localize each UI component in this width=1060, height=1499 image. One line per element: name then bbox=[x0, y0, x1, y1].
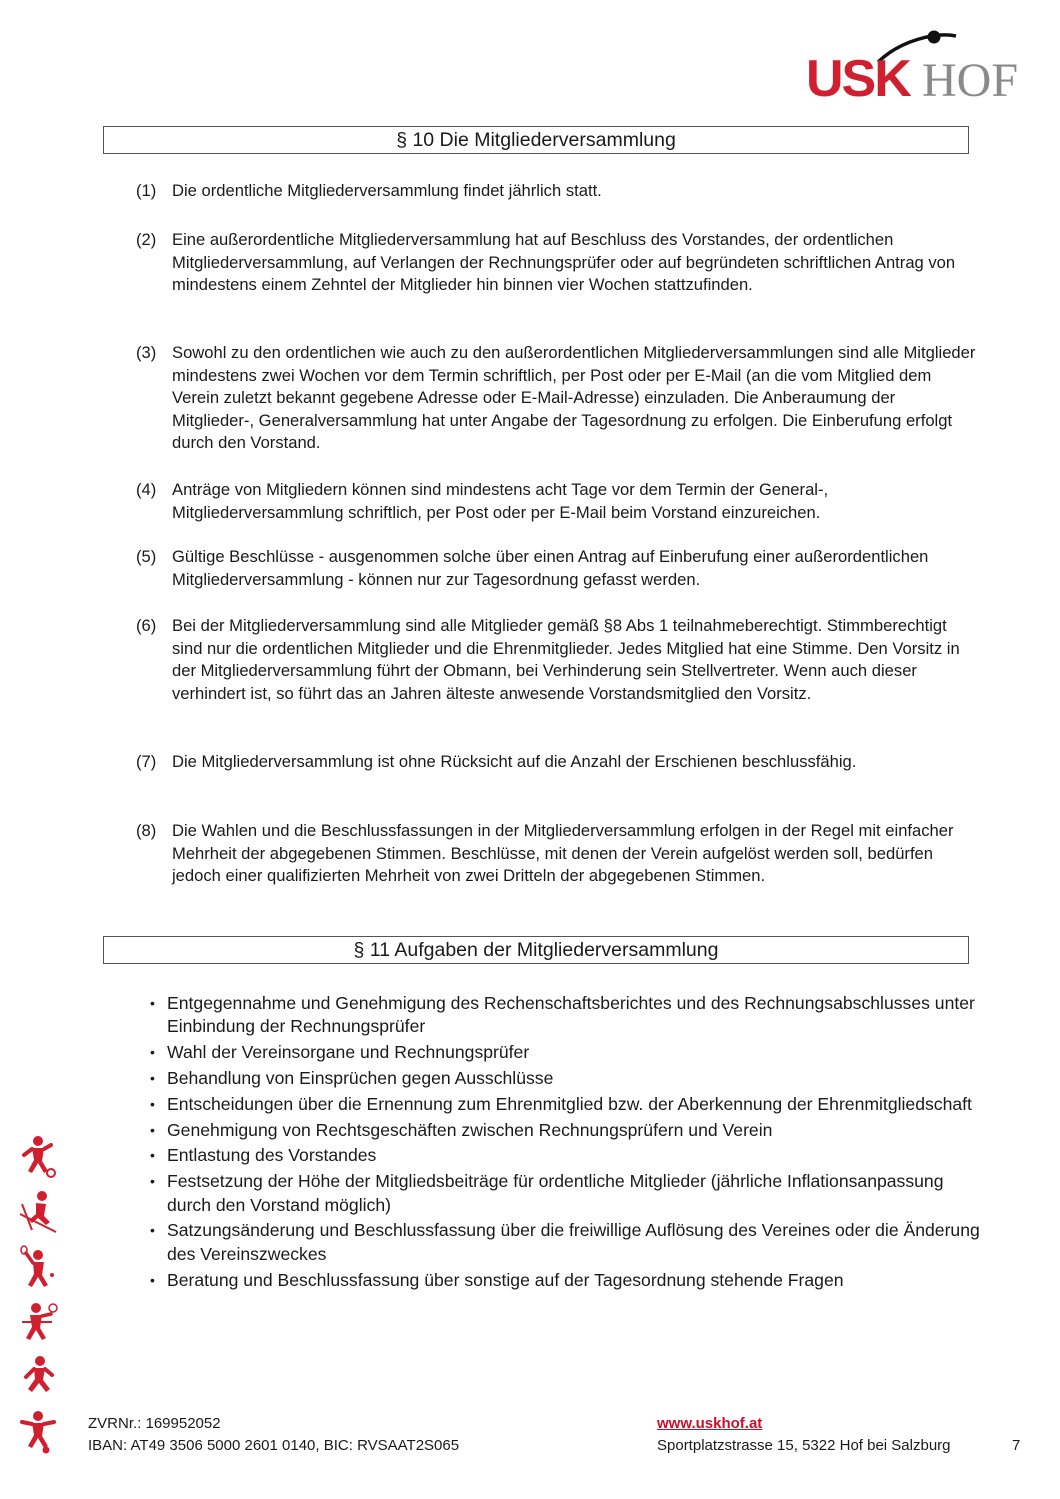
paragraph-6 bbox=[136, 615, 976, 705]
gymnast-icon bbox=[18, 1410, 58, 1454]
zvr-number: ZVRNr.: 169952052 bbox=[88, 1415, 221, 1432]
list-item: • Festsetzung der Höhe der Mitgliedsbeiträge für ordentliche Mitglieder (jährliche Inflationsanpassung durch den Vorstand möglich) bbox=[150, 1170, 980, 1217]
list-item: • Satzungsänderung und Beschlussfassung über die freiwillige Auflösung des Vereines oder die Änderung des Vereinszweckes bbox=[150, 1219, 980, 1266]
sport-icons-column bbox=[18, 1135, 68, 1465]
bank-details: IBAN: AT49 3506 5000 2601 0140, BIC: RVSAAT2S065 bbox=[88, 1437, 460, 1454]
tasks-list bbox=[150, 992, 980, 1294]
paragraph-7 bbox=[136, 751, 976, 774]
paragraph-number: (6) bbox=[136, 616, 157, 635]
paragraph-number: (4) bbox=[136, 480, 157, 499]
paragraph-number: (3) bbox=[136, 343, 157, 362]
paragraph-8 bbox=[136, 820, 976, 888]
section-11-title: § 11 Aufgaben der Mitgliederversammlung bbox=[103, 936, 969, 964]
bullet-icon: • bbox=[150, 1271, 155, 1288]
paragraph-text: Eine außerordentliche Mitgliederversammlung hat auf Beschluss des Vorstandes, der ordentlichen Mitgliederversammlung, auf Verlangen der Rechnungsprüfer oder auf begründeten schriftlichen Antrag von mindestens einem Zehntel der Mitglieder hin binnen vier Wochen stattzufinden. bbox=[172, 230, 956, 295]
list-item: • Entgegennahme und Genehmigung des Rechenschaftsberichtes und des Rechnungsabschlusses unter Einbindung der Rechnungsprüfer bbox=[150, 992, 980, 1039]
bullet-icon: • bbox=[150, 1070, 155, 1086]
paragraph-3 bbox=[136, 342, 976, 455]
section-10-title: § 10 Die Mitgliederversammlung bbox=[103, 126, 969, 154]
paragraph-number: (8) bbox=[136, 821, 157, 840]
bullet-icon: • bbox=[150, 1095, 155, 1112]
paragraph-number: (2) bbox=[136, 230, 157, 249]
paragraph-text: Anträge von Mitgliedern können sind mindestens acht Tage vor dem Termin der General-, Mitgliederversammlung schriftlich, per Post oder per E-Mail beim Vorstand einzureichen. bbox=[172, 480, 829, 522]
tennis-player-icon bbox=[18, 1300, 58, 1344]
badminton-player-icon bbox=[18, 1245, 58, 1289]
footer-left bbox=[88, 1413, 459, 1457]
paragraph-text: Bei der Mitgliederversammlung sind alle Mitglieder gemäß §8 Abs 1 teilnahmeberechtigt. Stimmberechtigt sind nur die ordentlichen Mitglieder und die Ehrenmitglieder. Jedes Mitglied hat eine Stimme. Den Vorsitz in der Mitgliederversammlung führt der Obmann, bei Verhinderung sein Stellvertreter. Wenn auch dieser verhindert ist, so führt das an Jahren älteste anwesende Vorstandsmitglied den Vorsitz. bbox=[172, 616, 960, 703]
paragraph-text: Sowohl zu den ordentlichen wie auch zu den außerordentlichen Mitgliederversammlungen sind alle Mitglieder mindestens zwei Wochen vor dem Termin schriftlich, per Post oder per E-Mail (an die vom Mitglied dem Verein zuletzt bekannt gegebene Adresse oder E-Mail-Adresse) einzuladen. Die Anberaumung der Mitglieder-, Generalversammlung hat unter Angabe der Tagesordnung zu erfolgen. Die Einberufung erfolgt durch den Vorstand. bbox=[172, 343, 976, 453]
paragraph-number: (5) bbox=[136, 547, 157, 566]
list-item: • Behandlung von Einsprüchen gegen Ausschlüsse bbox=[150, 1067, 980, 1090]
paragraph-text: Gültige Beschlüsse - ausgenommen solche über einen Antrag auf Einberufung einer außerordentlichen Mitgliederversammlung - können nur zur Tagesordnung gefasst werden. bbox=[172, 547, 929, 589]
bullet-icon: • bbox=[150, 1044, 155, 1061]
bullet-icon: • bbox=[150, 1121, 155, 1138]
list-item: • Entscheidungen über die Ernennung zum Ehrenmitglied bzw. der Aberkennung der Ehrenmitgliedschaft bbox=[150, 1093, 980, 1116]
paragraph-text: Die ordentliche Mitgliederversammlung findet jährlich statt. bbox=[172, 181, 602, 200]
footer-right bbox=[657, 1413, 951, 1457]
paragraph-2 bbox=[136, 229, 976, 297]
list-item: • Beratung und Beschlussfassung über sonstige auf der Tagesordnung stehende Fragen bbox=[150, 1269, 980, 1292]
paragraph-1 bbox=[136, 180, 976, 203]
address: Sportplatzstrasse 15, 5322 Hof bei Salzburg bbox=[657, 1437, 951, 1454]
paragraph-4 bbox=[136, 479, 976, 524]
bullet-icon: • bbox=[150, 1222, 155, 1239]
paragraph-5 bbox=[136, 546, 976, 591]
logo-hof-text: HOF bbox=[922, 54, 1019, 104]
paragraph-text: Die Mitgliederversammlung ist ohne Rücksicht auf die Anzahl der Erschienen beschlussfähig. bbox=[172, 752, 857, 771]
list-item: • Genehmigung von Rechtsgeschäften zwischen Rechnungsprüfern und Verein bbox=[150, 1119, 980, 1142]
paragraph-text: Die Wahlen und die Beschlussfassungen in der Mitgliederversammlung erfolgen in der Regel mit einfacher Mehrheit der abgegebenen Stimmen. Beschlüsse, mit denen der Verein aufgelöst werden soll, bedürfen jedoch einer qualifizierten Mehrheit von zwei Dritteln der abgegebenen Stimmen. bbox=[172, 821, 954, 886]
runner-icon bbox=[18, 1355, 58, 1399]
bullet-icon: • bbox=[150, 1173, 155, 1190]
list-item: • Wahl der Vereinsorgane und Rechnungsprüfer bbox=[150, 1041, 980, 1064]
bullet-icon: • bbox=[150, 995, 155, 1011]
logo-usk-text: USK bbox=[806, 50, 910, 104]
list-item: • Entlastung des Vorstandes bbox=[150, 1144, 980, 1167]
skier-icon bbox=[18, 1190, 58, 1234]
bullet-icon: • bbox=[150, 1147, 155, 1164]
usk-hof-logo bbox=[806, 28, 1038, 104]
paragraph-number: (1) bbox=[136, 181, 157, 200]
website-link[interactable]: www.uskhof.at bbox=[657, 1415, 763, 1432]
paragraph-number: (7) bbox=[136, 752, 157, 771]
soccer-player-icon bbox=[18, 1135, 58, 1179]
page-number: 7 bbox=[1012, 1437, 1021, 1454]
